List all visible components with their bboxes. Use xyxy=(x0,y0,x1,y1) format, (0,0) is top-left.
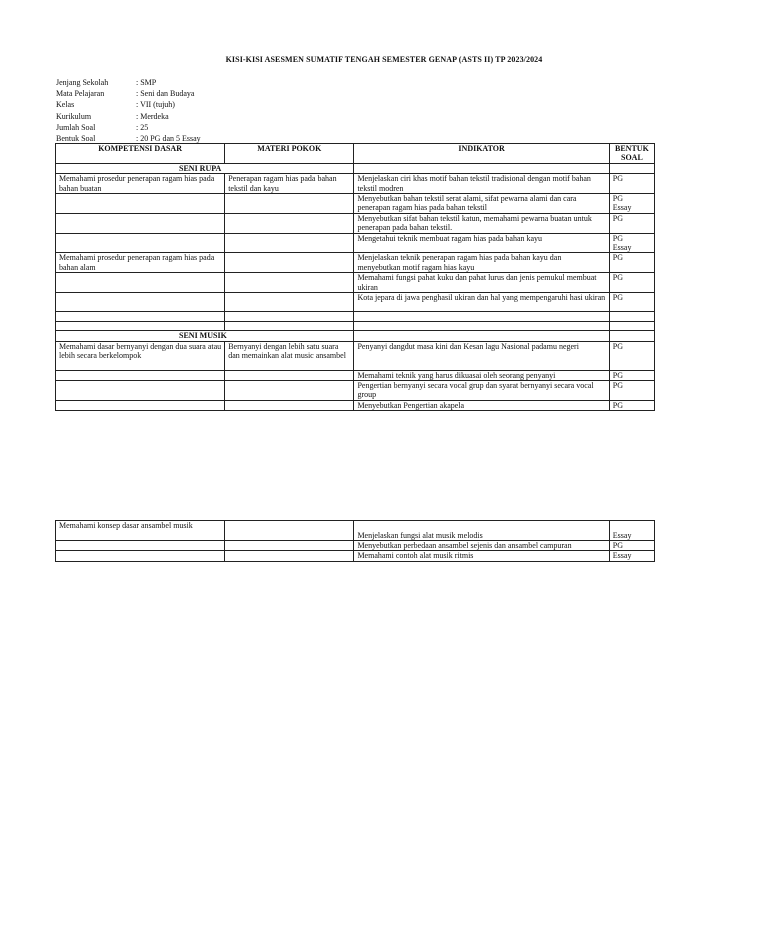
header-kompetensi-dasar: KOMPETENSI DASAR xyxy=(56,144,225,164)
table-row xyxy=(56,174,655,194)
indikator-cell: Menyebutkan sifat bahan tekstil katun, memahami pewarna buatan untuk penerapan pada bahan tekstil. xyxy=(354,213,609,233)
kompetensi-dasar-cell xyxy=(56,194,225,214)
kompetensi-dasar-cell: Memahami dasar bernyanyi dengan dua suara atau lebih secara berkelompok xyxy=(56,341,225,370)
table-header-row xyxy=(56,144,655,164)
table-row xyxy=(56,253,655,273)
materi-pokok-cell xyxy=(225,541,354,551)
kompetensi-dasar-cell xyxy=(56,380,225,400)
table-row xyxy=(56,380,655,400)
indikator-cell xyxy=(354,322,609,331)
meta-row xyxy=(56,88,201,99)
kompetensi-dasar-cell xyxy=(56,551,225,561)
kompetensi-dasar-cell xyxy=(56,293,225,312)
kompetensi-dasar-cell xyxy=(56,370,225,380)
bentuk-soal-cell: Essay xyxy=(609,521,654,541)
indikator-cell: Menjelaskan ciri khas motif bahan tekstil tradisional dengan motif bahan tekstil modren xyxy=(354,174,609,194)
table-row xyxy=(56,233,655,253)
meta-value: : SMP xyxy=(136,78,157,87)
header-indikator: INDIKATOR xyxy=(354,144,609,164)
indikator-cell: Memahami fungsi pahat kuku dan pahat lurus dan jenis pemukul membuat ukiran xyxy=(354,273,609,293)
indikator-cell: Mengetahui teknik membuat ragam hias pada bahan kayu xyxy=(354,233,609,253)
bentuk-soal-cell xyxy=(609,322,654,331)
bentuk-soal-cell: PG xyxy=(609,293,654,312)
materi-pokok-cell: Penerapan ragam hias pada bahan tekstil dan kayu xyxy=(225,174,354,194)
materi-pokok-cell xyxy=(225,194,354,214)
kompetensi-dasar-cell xyxy=(56,400,225,410)
kompetensi-dasar-cell xyxy=(56,322,225,331)
meta-value: : 25 xyxy=(136,122,149,132)
bentuk-soal-cell: PG Essay xyxy=(609,194,654,214)
bentuk-soal-cell: PG xyxy=(609,400,654,410)
bentuk-soal-cell: PG xyxy=(609,174,654,194)
indikator-cell: Menyebutkan Pengertian akapela xyxy=(354,400,609,410)
table-row xyxy=(56,341,655,370)
indikator-cell: Memahami teknik yang harus dikuasai oleh seorang penyanyi xyxy=(354,370,609,380)
indikator-cell: Menjelaskan teknik penerapan ragam hias pada bahan kayu dan menyebutkan motif ragam hias kayu xyxy=(354,253,609,273)
meta-value: : VII (tujuh) xyxy=(136,100,175,110)
bentuk-soal-cell: PG xyxy=(609,341,654,370)
section-empty-cell xyxy=(354,331,609,341)
document-meta xyxy=(56,77,201,144)
table-row xyxy=(56,213,655,233)
materi-pokok-cell xyxy=(225,213,354,233)
bentuk-soal-cell xyxy=(609,312,654,322)
header-materi-pokok: MATERI POKOK xyxy=(225,144,354,164)
materi-pokok-cell xyxy=(225,273,354,293)
kisi-kisi-table xyxy=(55,143,655,411)
meta-label: Jenjang Sekolah xyxy=(56,78,109,87)
indikator-cell: Memahami contoh alat musik ritmis xyxy=(354,551,609,561)
table-row xyxy=(56,521,655,541)
indikator-cell: Pengertian bernyanyi secara vocal grup dan syarat bernyanyi secara vocal group xyxy=(354,380,609,400)
bentuk-soal-cell: PG xyxy=(609,370,654,380)
meta-label: Kelas xyxy=(56,100,75,110)
materi-pokok-cell xyxy=(225,400,354,410)
table-row xyxy=(56,400,655,410)
indikator-cell: Penyanyi dangdut masa kini dan Kesan lagu Nasional padamu negeri xyxy=(354,341,609,370)
materi-pokok-cell xyxy=(225,233,354,253)
materi-pokok-cell xyxy=(225,370,354,380)
kompetensi-dasar-cell xyxy=(56,541,225,551)
materi-pokok-cell xyxy=(225,551,354,561)
materi-pokok-cell xyxy=(225,322,354,331)
bentuk-soal-cell: PG xyxy=(609,273,654,293)
materi-pokok-cell xyxy=(225,380,354,400)
materi-pokok-cell xyxy=(225,253,354,273)
header-bentuk-soal: BENTUK SOAL xyxy=(609,144,654,164)
indikator-cell: Menyebutkan bahan tekstil serat alami, sifat pewarna alami dan cara penerapan ragam hias pada bahan tekstil xyxy=(354,194,609,214)
kompetensi-dasar-cell xyxy=(56,273,225,293)
kompetensi-dasar-cell: Memahami prosedur penerapan ragam hias pada bahan alam xyxy=(56,253,225,273)
meta-value: : Seni dan Budaya xyxy=(136,89,195,99)
meta-label: Jumlah Soal xyxy=(56,122,96,132)
bentuk-soal-cell: PG Essay xyxy=(609,233,654,253)
kompetensi-dasar-cell: Memahami prosedur penerapan ragam hias pada bahan buatan xyxy=(56,174,225,194)
bentuk-soal-cell: Essay xyxy=(609,551,654,561)
section-empty-cell xyxy=(354,163,609,173)
table-row xyxy=(56,312,655,322)
section-row xyxy=(56,331,655,341)
meta-row xyxy=(56,122,201,133)
kompetensi-dasar-cell xyxy=(56,312,225,322)
meta-row xyxy=(56,111,201,122)
kisi-kisi-table-continued xyxy=(55,520,655,562)
indikator-cell: Menjelaskan fungsi alat musik melodis xyxy=(354,521,609,541)
document-title: KISI-KISI ASESMEN SUMATIF TENGAH SEMESTER GENAP (ASTS II) TP 2023/2024 xyxy=(225,55,543,64)
table-row xyxy=(56,541,655,551)
table-row xyxy=(56,273,655,293)
meta-value: : Merdeka xyxy=(136,111,169,121)
kompetensi-dasar-cell xyxy=(56,233,225,253)
table-row xyxy=(56,551,655,561)
meta-label: Mata Pelajaran xyxy=(56,89,105,99)
indikator-cell xyxy=(354,312,609,322)
materi-pokok-cell: Bernyanyi dengan lebih satu suara dan memainkan alat music ansambel xyxy=(225,341,354,370)
section-empty-cell xyxy=(609,163,654,173)
section-title: SENI MUSIK xyxy=(56,331,354,341)
bentuk-soal-cell: PG xyxy=(609,253,654,273)
indikator-cell: Kota jepara di jawa penghasil ukiran dan hal yang mempengaruhi hasi ukiran xyxy=(354,293,609,312)
indikator-cell: Menyebutkan perbedaan ansambel sejenis dan ansambel campuran xyxy=(354,541,609,551)
meta-row xyxy=(56,77,201,88)
bentuk-soal-cell: PG xyxy=(609,541,654,551)
bentuk-soal-cell: PG xyxy=(609,380,654,400)
materi-pokok-cell xyxy=(225,521,354,541)
meta-label: Kurikulum xyxy=(56,111,92,121)
meta-row xyxy=(56,99,201,110)
materi-pokok-cell xyxy=(225,312,354,322)
table-row xyxy=(56,293,655,312)
bentuk-soal-cell: PG xyxy=(609,213,654,233)
section-empty-cell xyxy=(609,331,654,341)
meta-value: : 20 PG dan 5 Essay xyxy=(136,134,201,144)
section-title: SENI RUPA xyxy=(56,163,354,173)
kompetensi-dasar-cell xyxy=(56,213,225,233)
kompetensi-dasar-cell: Memahami konsep dasar ansambel musik xyxy=(56,521,225,541)
meta-label: Bentuk Soal xyxy=(56,134,96,144)
materi-pokok-cell xyxy=(225,293,354,312)
table-row xyxy=(56,322,655,331)
table-row xyxy=(56,370,655,380)
section-row xyxy=(56,163,655,173)
table-row xyxy=(56,194,655,214)
